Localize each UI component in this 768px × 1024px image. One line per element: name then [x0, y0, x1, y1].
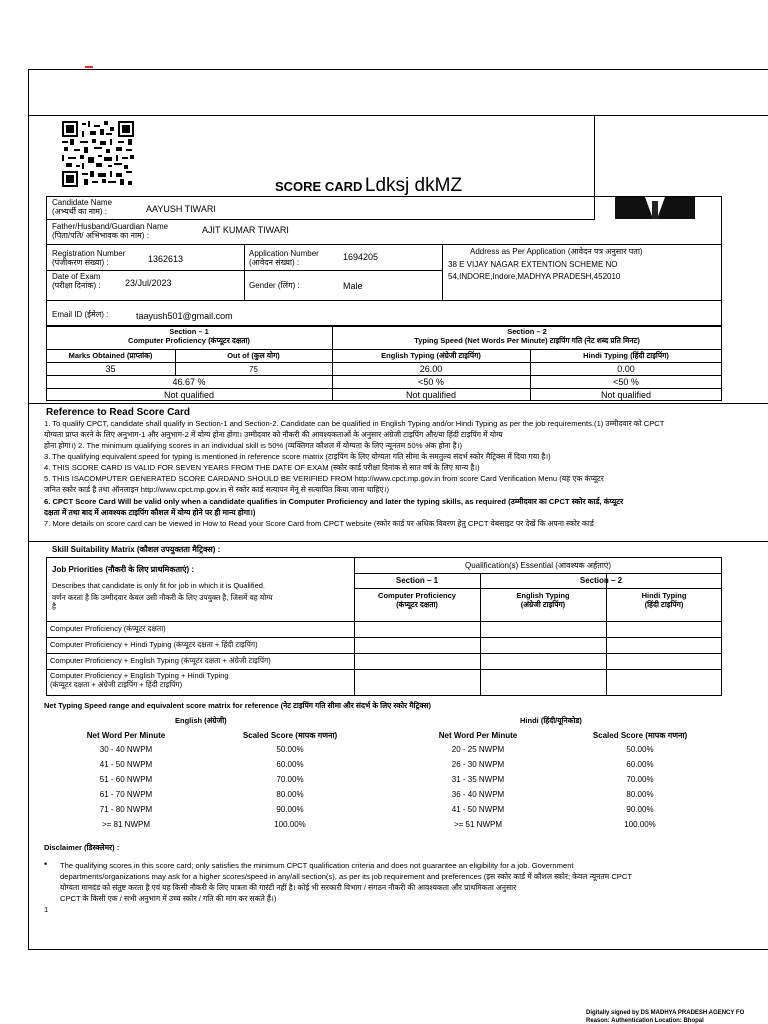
registration-label: Registration Number (पंजीकरण संख्या) : [52, 249, 126, 268]
reference-line: होना होगा।) 2. The minimum qualifying scores in an individual skill is 50% (व्यक्तिगत कौशल में योग्यता के लिए न्यूनतम 50% अंक होना है।) [44, 441, 463, 450]
english-typing-header: English Typing (अंग्रेजी टाइपिंग) [381, 351, 481, 360]
matrix-cell: >= 51 NWPM [453, 820, 502, 829]
hindi-speed: 0.00 [617, 364, 635, 374]
guardian-label: Father/Husband/Guardian Name (पिता/पति/ अभिभावक का नाम) : [52, 222, 169, 241]
matrix-cell: 31 - 35 NWPM [451, 775, 505, 784]
matrix-heading: Net Typing Speed range and equivalent score matrix for reference (नेट टाइपिंग गति सीमा और संदर्भ के लिए स्कोर मैट्रिक्स) [44, 701, 432, 710]
reference-heading: Reference to Read Score Card [46, 407, 190, 418]
skill-cp-header: Computer Proficiency (कंप्यूटर दक्षता) [378, 591, 456, 609]
matrix-cell: 51 - 60 NWPM [99, 775, 153, 784]
row-divider [354, 573, 722, 574]
section-1-title: Section – 1 Computer Proficiency (कंप्यूटर दक्षता) [128, 327, 250, 345]
disclaimer-line: departments/organizations may ask for a higher scores/speed in any/all section(s), as per its job requirement and preferences (इस स्कोर कार्ड में कौशल स्कोर; केवल न्यूनतम CPCT [60, 872, 632, 881]
matrix-cell: 80.00% [276, 790, 304, 799]
section-divider [28, 403, 768, 404]
job-description-hi: वर्णन करता है कि उम्मीदवार केवल उसी नौकरी के लिए उपयुक्त है, जिसमें वह योग्य है [52, 593, 273, 611]
exam-date: 23/Jul/2023 [125, 278, 172, 288]
address-line-2: 54,INDORE,Indore,MADHYA PRADESH,452010 [448, 272, 621, 281]
section-1-result: Not qualified [163, 390, 215, 400]
row-divider [46, 362, 722, 363]
section-divider [28, 541, 768, 542]
section-1-percent: 46.67 % [172, 377, 206, 387]
page-number: 1 [44, 905, 49, 914]
email-label: Email ID (ईमेल) : [52, 310, 109, 319]
gender: Male [343, 281, 363, 291]
skill-row-3: Computer Proficiency + English Typing (कंप्यूटर दक्षता + अंग्रेजी टाइपिंग) [50, 656, 271, 665]
reference-line: 1. To qualify CPCT, candidate shall qualify in Section-1 and Section-2. Candidate can be qualified in English Typing and/or Hindi Typing as per the job requirements.(1) उम्मीदवार को CPCT [44, 419, 665, 428]
matrix-cell: 26 - 30 NWPM [451, 760, 505, 769]
disclaimer-heading: Disclaimer (डिस्क्लेमर) : [44, 843, 120, 852]
matrix-cell: 60.00% [276, 760, 304, 769]
english-nwpm-header: Net Word Per Minute [86, 731, 166, 740]
reference-line: दक्षता में तथा बाद में आवश्यक टाइपिंग कौशल में योग्य होने पर ही मान्य होगा।) [44, 508, 256, 517]
english-result: Not qualified [405, 390, 457, 400]
row-divider [46, 349, 722, 350]
guardian-name: AJIT KUMAR TIWARI [202, 225, 289, 235]
email: taayush501@gmail.com [136, 311, 233, 321]
matrix-cell: 70.00% [626, 775, 654, 784]
matrix-cell: 71 - 80 NWPM [99, 805, 153, 814]
row-divider [46, 653, 722, 654]
matrix-cell: 61 - 70 NWPM [99, 790, 153, 799]
matrix-cell: 60.00% [626, 760, 654, 769]
reference-line: 5. THIS ISACOMPUTER GENERATED SCORE CARDAND SHOULD BE VERIFIED FROM http://www.cpct.mp.gov.in from score Card Verification Menu (यह एक कंप्यूटर [44, 474, 604, 483]
disclaimer-line: The qualifying scores in this score card; only satisfies the minimum CPCT qualification criteria and does not guarantee an eligibility for a job. Government [60, 861, 574, 870]
matrix-cell: 90.00% [276, 805, 304, 814]
signature-reason: Reason: Authentication Location: Bhopal [586, 1018, 704, 1024]
row-divider [46, 621, 722, 622]
matrix-cell: >= 81 NWPM [101, 820, 150, 829]
skill-et-header: English Typing (अंग्रेजी टाइपिंग) [516, 591, 570, 609]
english-scaled-header: Scaled Score (मापक गणना) [242, 731, 338, 740]
address-line-1: 38 E VIJAY NAGAR EXTENTION SCHEME NO [448, 260, 618, 269]
hindi-result: Not qualified [600, 390, 652, 400]
matrix-cell: 41 - 50 NWPM [451, 805, 505, 814]
outof-header: Out of (कुल योग) [227, 351, 280, 360]
hindi-percent: <50 % [613, 377, 639, 387]
skill-row-2: Computer Proficiency + Hindi Typing (कंप्यूटर दक्षता + हिंदी टाइपिंग) [50, 640, 258, 649]
reference-line: 3. The qualifying equivalent speed for typing is mentioned in reference score matrix (टाइपिंग के लिए योग्यता गति सीमा के समतुल्य संदर्भ स्कोर मैट्रिक्स में दिया गया है।) [44, 452, 551, 461]
page-title: SCORE CARD Ldksj dkMZ [275, 175, 463, 196]
skill-heading: Skill Suitability Matrix (कौशल उपयुक्तता मैट्रिक्स) : [52, 545, 221, 554]
marks-obtained: 35 [105, 364, 116, 374]
qr-code-icon [62, 121, 134, 187]
hindi-typing-header: Hindi Typing (हिंदी टाइपिंग) [583, 351, 669, 360]
row-divider [46, 388, 722, 389]
english-percent: <50 % [418, 377, 444, 387]
matrix-cell: 20 - 25 NWPM [451, 745, 505, 754]
candidate-name: AAYUSH TIWARI [146, 204, 216, 214]
bullet-icon: • [44, 859, 48, 869]
matrix-cell: 41 - 50 NWPM [99, 760, 153, 769]
matrix-cell: 50.00% [276, 745, 304, 754]
row-divider [46, 219, 594, 220]
marks-header: Marks Obtained (प्राप्तांक) [68, 351, 153, 360]
matrix-cell: 30 - 40 NWPM [99, 745, 153, 754]
skill-ht-header: Hindi Typing (हिंदी टाइपिंग) [641, 591, 687, 609]
red-mark [85, 66, 93, 68]
disclaimer-line: CPCT के किसी एक / सभी अनुभाग में उच्च स्कोर / गति की मांग कर सकते हैं।) [60, 894, 277, 903]
matrix-cell: 80.00% [626, 790, 654, 799]
exam-date-label: Date of Exam (परीक्षा दिनांक) : [52, 272, 101, 291]
address-label: Address as Per Application (आवेदन पत्र अनुसार पता) [470, 247, 643, 256]
hindi-scaled-header: Scaled Score (मापक गणना) [592, 731, 688, 740]
matrix-cell: 70.00% [276, 775, 304, 784]
col-divider [244, 244, 245, 300]
matrix-hindi-label: Hindi (हिंदी/यूनिकोड) [520, 716, 582, 725]
matrix-cell: 36 - 40 NWPM [451, 790, 505, 799]
row-divider [354, 588, 722, 589]
qualification-header: Qualification(s) Essential (आवश्यक अर्हताएं) [464, 561, 612, 570]
digital-signature: Digitally signed by DS MADHYA PRADESH AGENCY FO [586, 1010, 745, 1016]
reference-line: योग्यता प्राप्त करने के लिए अनुभाग-1 और अनुभाग-2 में योग्य होना होगा। उम्मीदवार को नौकरी की आवश्यकताओं के अनुसार अंग्रेजी टाइपिंग और/या हिंदी टाइपिंग में योग्य [44, 430, 503, 439]
out-of: 75 [249, 365, 258, 374]
row-divider [46, 637, 722, 638]
gender-label: Gender (लिंग) : [249, 281, 300, 290]
skill-section-2: Section – 2 [579, 576, 623, 585]
registration-number: 1362613 [148, 254, 184, 264]
english-speed: 26.00 [419, 364, 443, 374]
matrix-cell: 100.00% [624, 820, 656, 829]
application-label: Application Number (आवेदन संख्या) : [249, 249, 319, 268]
hindi-nwpm-header: Net Word Per Minute [438, 731, 518, 740]
skill-row-1: Computer Proficiency (कंप्यूटर दक्षता) [50, 624, 166, 633]
matrix-cell: 50.00% [626, 745, 654, 754]
candidate-name-label: Candidate Name (अभ्यर्थी का नाम) : [52, 198, 113, 217]
disclaimer-line: योग्यता मानदंड को संतुष्ट करता है एवं यह किसी नौकरी के लिए पात्रता की गारंटी नहीं है। कोई भी सरकारी विभाग / संगठन नौकरी की आवश्यकता और प्राथमिकता अनुसार [60, 883, 517, 892]
row-divider [46, 669, 722, 670]
matrix-cell: 90.00% [626, 805, 654, 814]
col-divider [442, 244, 443, 300]
reference-line: 4. THIS SCORE CARD IS VALID FOR SEVEN YEARS FROM THE DATE OF EXAM (स्कोर कार्ड परीक्षा दिनांक से सात वर्ष के लिए मान्य है।) [44, 463, 480, 472]
row-divider [46, 244, 722, 245]
section-2-title: Section – 2 Typing Speed (Net Words Per Minute) टाइपिंग गति (नेट शब्द प्रति मिनट) [414, 327, 640, 345]
application-number: 1694205 [343, 252, 379, 262]
row-divider [46, 375, 722, 376]
reference-line: 6. CPCT Score Card Will be valid only when a candidate qualifies in Computer Proficiency and later the typing skills, as required (उम्मीदवार का CPCT स्कोर कार्ड, कंप्यूटर [44, 497, 624, 506]
matrix-english-label: English (अंग्रेजी) [175, 716, 227, 725]
skill-row-4: Computer Proficiency + English Typing + Hindi Typing (कंप्यूटर दक्षता + अंग्रेजी टाइपिंग + हिंदी टाइपिंग) [50, 671, 229, 689]
job-description-en: Describes that candidate is only fit for job in which it is Qualified. [52, 581, 266, 590]
reference-line: जनित स्कोर कार्ड है तथा ऑनलाइन http://www.cpct.mp.gov.in से स्कोर कार्ड सत्यापन मेनू से सत्यापित किया जाना चाहिए।) [44, 485, 390, 494]
reference-line: 7. More details on score card can be viewed in How to Read your Score Card from CPCT website (स्कोर कार्ड पर अधिक विवरण हेतु CPCT वेबसाइट पर देखें कि अपना स्कोर कार्ड [44, 519, 594, 528]
job-priorities-label: Job Priorities (नौकरी के लिए प्राथमिकताएं) : [52, 565, 195, 574]
skill-section-1: Section – 1 [395, 576, 439, 585]
row-divider [46, 300, 722, 301]
matrix-cell: 100.00% [274, 820, 306, 829]
header-divider [28, 115, 768, 116]
